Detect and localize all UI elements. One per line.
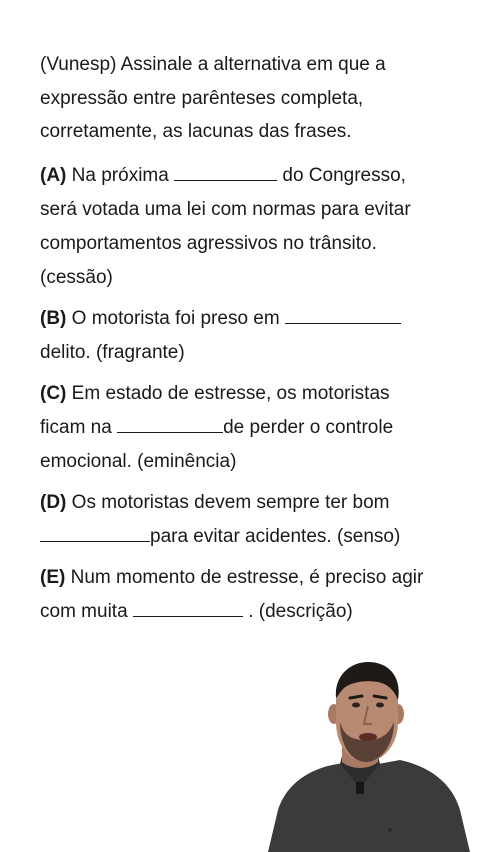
option-a: [40, 159, 460, 295]
option-b: [40, 302, 460, 370]
option-text: Na próxima: [66, 164, 175, 186]
presenter-video-overlay: [260, 660, 480, 852]
option-text: . (descrição): [242, 600, 353, 622]
answer-blank: [174, 160, 277, 181]
option-letter: (C): [40, 382, 67, 404]
option-text: delito. (fragrante): [40, 341, 185, 363]
option-text: ficam na: [40, 416, 118, 438]
option-text: para evitar acidentes. (senso): [150, 525, 401, 547]
presenter-icon: [268, 662, 470, 852]
intro-line: expressão entre parênteses completa,: [40, 87, 364, 109]
option-text: de perder o controle: [223, 416, 394, 438]
option-text: será votada uma lei com normas para evitar: [40, 198, 411, 220]
option-letter: (D): [40, 491, 67, 513]
option-text: comportamentos agressivos no trânsito.: [40, 232, 377, 254]
answer-blank: [40, 521, 150, 542]
option-text: do Congresso,: [277, 164, 406, 186]
question-statement: [40, 48, 460, 149]
option-text: com muita: [40, 600, 133, 622]
option-d: [40, 486, 460, 554]
option-letter: (A): [40, 164, 67, 186]
option-text: O motorista foi preso em: [66, 307, 285, 329]
answer-blank: [285, 303, 401, 324]
intro-line: corretamente, as lacunas das frases.: [40, 121, 352, 142]
option-e: [40, 561, 460, 629]
option-text: emocional. (eminência): [40, 450, 237, 472]
option-text: (cessão): [40, 266, 113, 288]
option-text: Os motoristas devem sempre ter bom: [66, 491, 390, 513]
option-letter: (B): [40, 307, 67, 329]
answer-blank: [133, 596, 243, 617]
question-content: [40, 48, 460, 629]
option-text: Num momento de estresse, é preciso agir: [65, 566, 424, 588]
option-letter: (E): [40, 566, 66, 588]
answer-blank: [117, 412, 223, 433]
option-text: Em estado de estresse, os motoristas: [66, 382, 390, 404]
option-c: [40, 377, 460, 479]
intro-line: (Vunesp) Assinale a alternativa em que a: [40, 54, 386, 75]
